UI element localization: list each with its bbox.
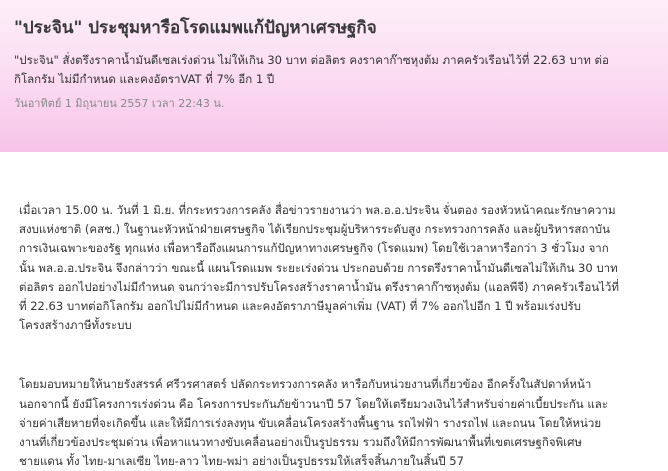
paragraph-line: ต่อลิตร ออกไปอย่างไม่มีกำหนด จนกว่าจะมีการปรับโครงสร้างราคาน้ำมัน ตรึงราคาก๊าซหุงต้ม (แอลพีจี) ภาคครัวเรือนไว้ที่ bbox=[19, 279, 619, 294]
article-header bbox=[0, 0, 668, 152]
paragraph bbox=[19, 201, 649, 335]
paragraph-line: นั้น พล.อ.อ.ประจิน จึงกล่าวว่า ขณะนี้ แผนโรดแมพ ระยะเร่งด่วน ประกอบด้วย การตรึงราคาน้ำมันดีเซลไม่ให้เกิน 30 บาท bbox=[19, 260, 618, 275]
dateline: วันอาทิตย์ 1 มิถุนายน 2557 เวลา 22:43 น. bbox=[14, 97, 225, 110]
summary bbox=[14, 51, 654, 89]
paragraph-line: โครงสร้างภาษีทั้งระบบ bbox=[19, 318, 132, 333]
paragraph-line: เมื่อเวลา 15.00 น. วันที่ 1 มิ.ย. ที่กระทรวงการคลัง สื่อข่าวรายงานว่า พล.อ.อ.ประจิน จั่นตอง รองหัวหน้าคณะรักษาความ bbox=[19, 203, 616, 217]
paragraph-line: จ่ายค่าเสียหายที่จะเกิดขึ้น และให้มีการเร่งลงทุน ขับเคลื่อนโครงสร้างพื้นฐาน รถไฟฟ้า รางรถไฟ และถนน โดยให้หน่วย bbox=[19, 415, 602, 430]
paragraph-line: งานที่เกี่ยวข้องประชุมด่วน เพื่อหาแนวทางขับเคลื่อนอย่างเป็นรูปธรรม รวมถึงให้มีการพัฒนาพื้นที่เขตเศรษฐกิจพิเศษ bbox=[19, 435, 582, 450]
paragraph-line: ที่ 22.63 บาทต่อกิโลกรัม ออกไปไม่มีกำหนด และคงอัตราภาษีมูลค่าเพิ่ม (VAT) ที่ 7% ออกไปอีก 1 ปี พร้อมเร่งปรับ bbox=[19, 299, 581, 314]
headline: "ประจิน" ประชุมหารือโรดแมพแก้ปัญหาเศรษฐกิจ bbox=[14, 18, 377, 38]
summary-line: กิโลกรัม ไม่มีกำหนด และคงอัตราVAT ที่ 7% อีก 1 ปี bbox=[14, 72, 275, 86]
paragraph bbox=[19, 375, 649, 471]
paragraph-line: การเงินเฉพาะของรัฐ ทุกแห่ง เพื่อหารือถึงแผนการแก้ปัญหาทางเศรษฐกิจ (โรดแมพ) โดยใช้เวลาหารือกว่า 3 ชั่วโมง จาก bbox=[19, 241, 609, 256]
paragraph-line: ชายแดน ทั้ง ไทย-มาเลเซีย ไทย-ลาว ไทย-พม่า อย่างเป็นรูปธรรมให้เสร็จสิ้นภายในสิ้นปี 57 bbox=[19, 454, 464, 469]
summary-line: "ประจิน" สั่งตรึงราคาน้ำมันดีเซลเร่งด่วน ไม่ให้เกิน 30 บาท ต่อลิตร คงราคาก๊าซหุงต้ม ภาคครัวเรือนไว้ที่ 22.63 บาท ต่อ bbox=[14, 53, 609, 67]
paragraph-line: สงบแห่งชาติ (คสช.) ในฐานะหัวหน้าฝ่ายเศรษฐกิจ ได้เรียกประชุมผู้บริหารระดับสูง กระทรวงการคลัง และผู้บริหารสถาบัน bbox=[19, 222, 610, 237]
paragraph-line: โดยมอบหมายให้นายรังสรรค์ ศรีวรศาสตร์ ปลัดกระทรวงการคลัง หารือกับหน่วยงานที่เกี่ยวข้อง อีกครั้งในสัปดาห์หน้า bbox=[19, 377, 592, 392]
article-body bbox=[19, 201, 649, 471]
paragraph-line: นอกจากนี้ ยังมีโครงการเร่งด่วน คือ โครงการประกันภัยข้าวนาปี 57 โดยให้เตรียมวงเงินไว้สำหรับจ่ายค่าเบี้ยประกัน และ bbox=[19, 396, 608, 411]
